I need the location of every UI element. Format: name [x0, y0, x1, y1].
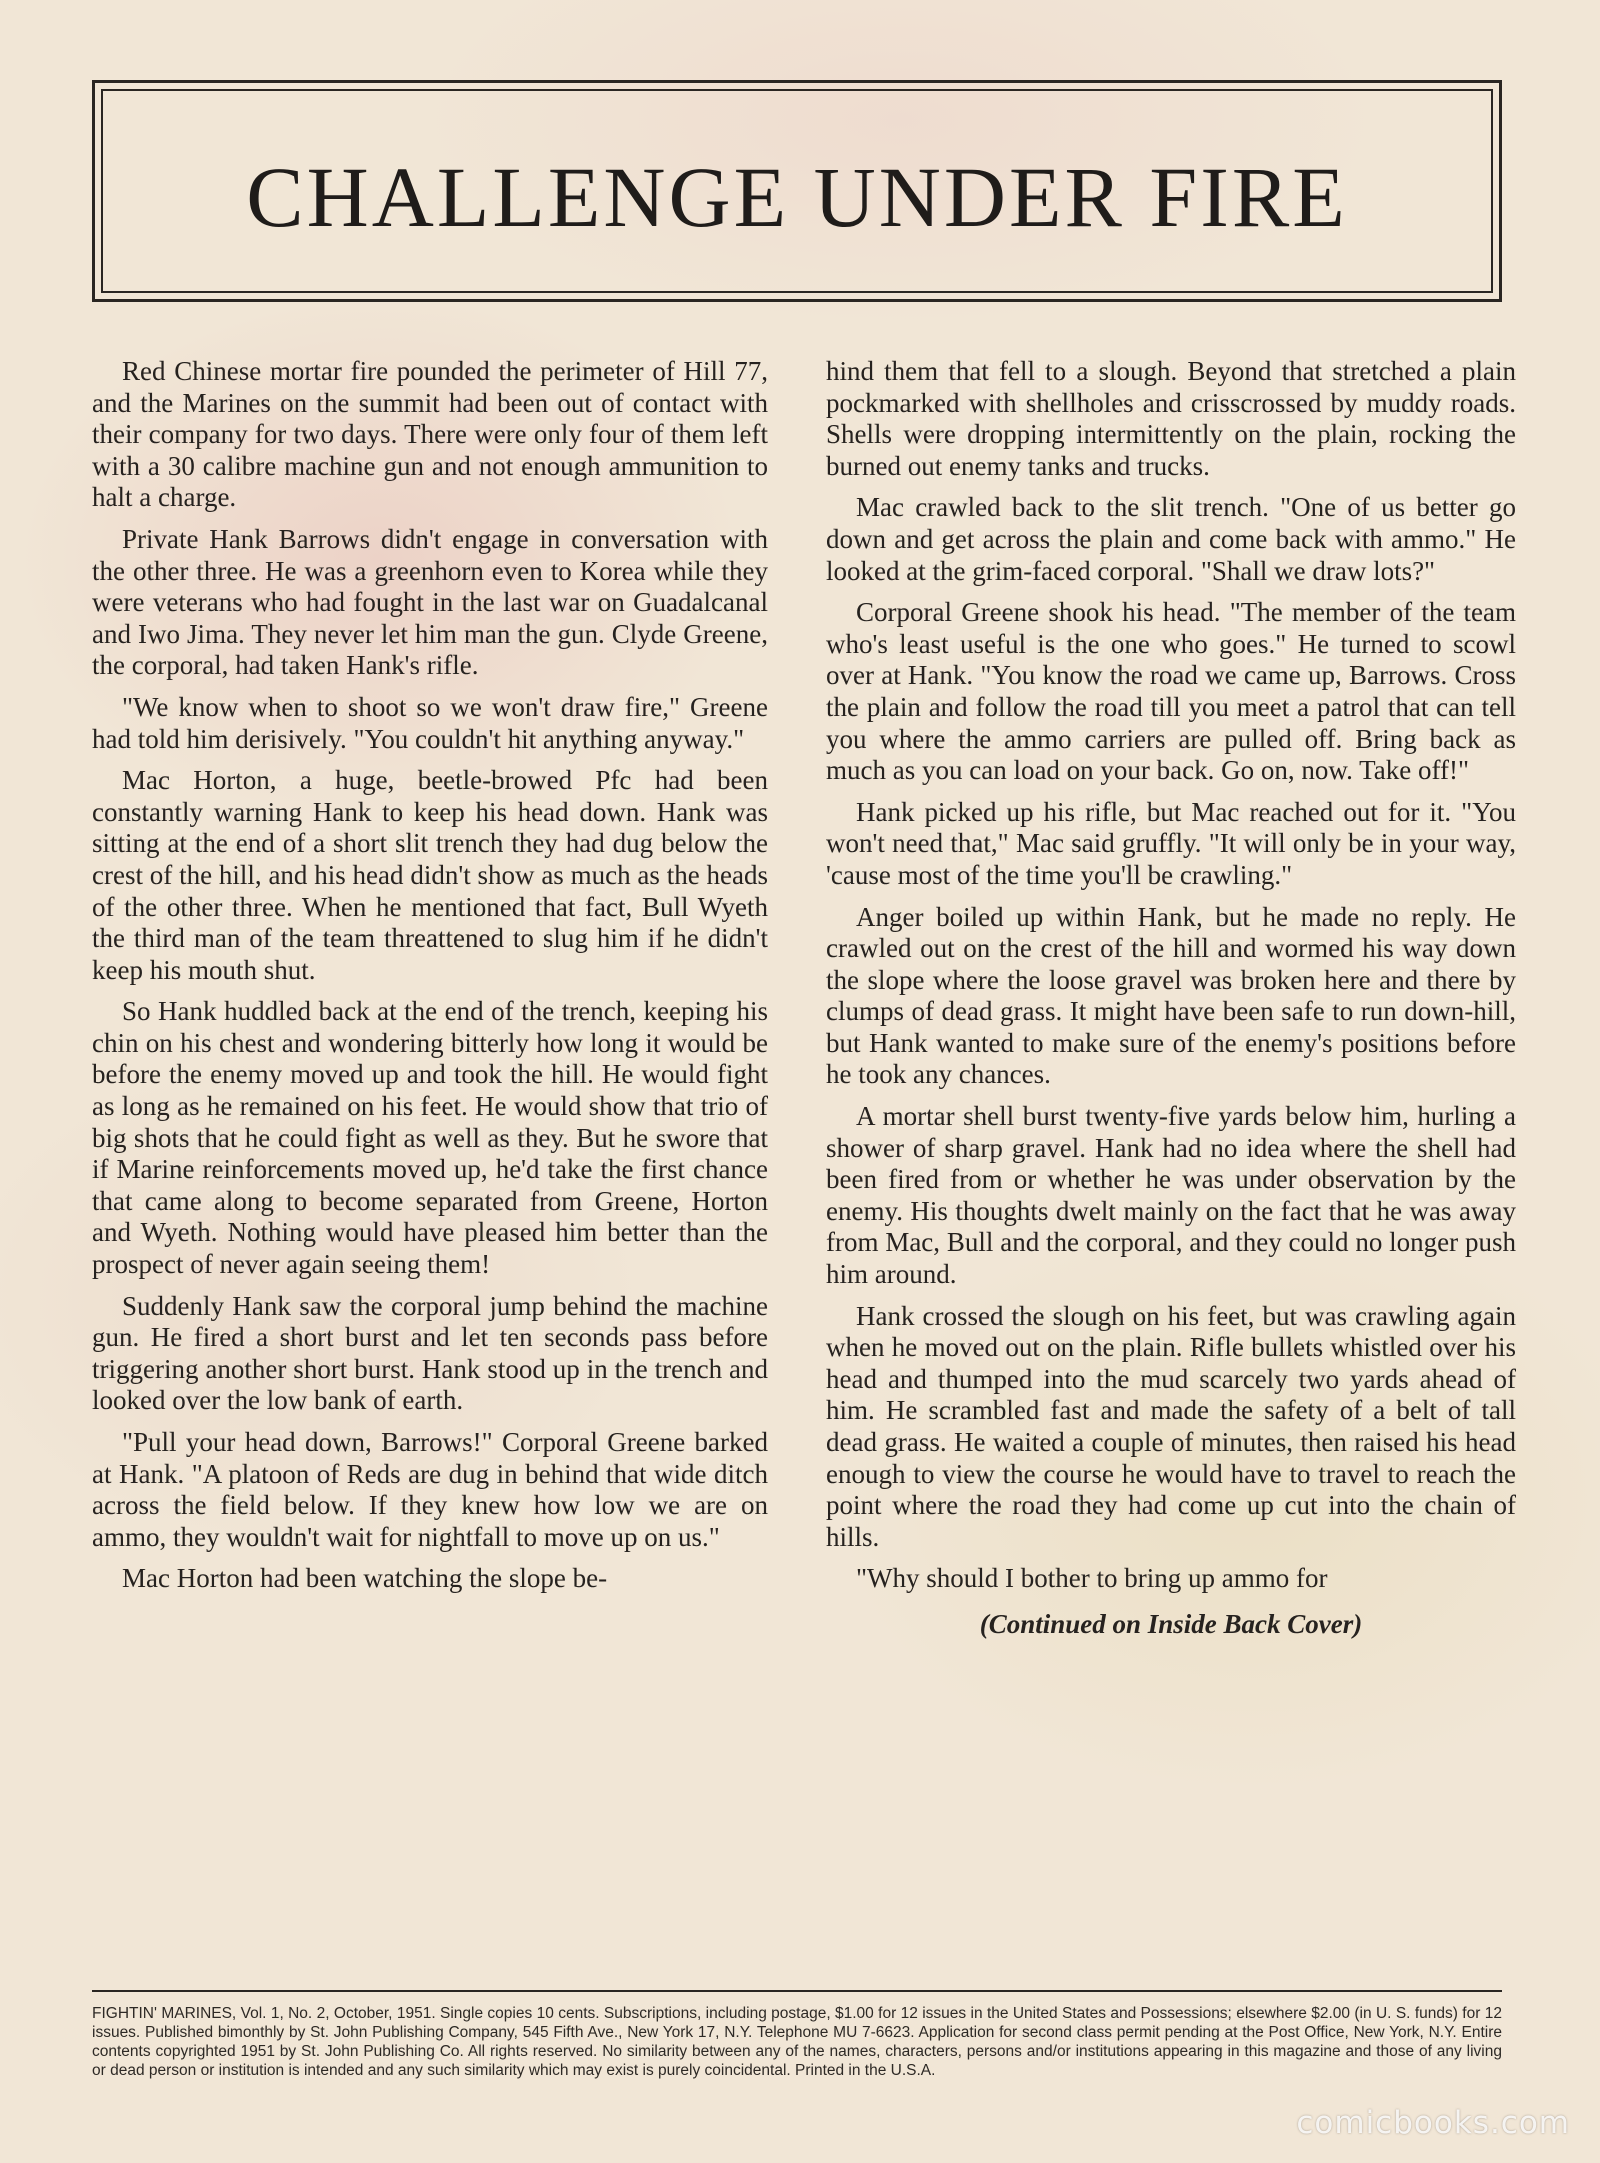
paragraph: Mac crawled back to the slit trench. "One of us better go down and get across the plain and come back with ammo." He looked at the grim-faced corporal. "Shall we draw lots?": [826, 492, 1516, 586]
continued-note: (Continued on Inside Back Cover): [979, 1608, 1363, 1639]
paragraph: So Hank huddled back at the end of the trench, keeping his chin on his chest and wondering bitterly how long it would be before the enemy moved up and took the hill. He would fight as long as he remained on his feet. He would show that trio of big shots that he could fight as well as they. But he swore that if Marine reinforcements moved up, he'd take the first chance that came along to become separated from Greene, Horton and Wyeth. Nothing would have pleased him better than the prospect of never again seeing them!: [92, 996, 768, 1280]
paragraph: hind them that fell to a slough. Beyond that stretched a plain pockmarked with shellholes and crisscrossed by muddy roads. Shells were dropping intermittently on the plain, rocking the burned out enemy tanks and trucks.: [826, 356, 1516, 481]
right-column: [826, 356, 1516, 1641]
paragraph: Suddenly Hank saw the corporal jump behind the machine gun. He fired a short burst and let ten seconds pass before triggering another short burst. Hank stood up in the trench and looked over the low bank of earth.: [92, 1290, 768, 1416]
paragraph: Mac Horton, a huge, beetle-browed Pfc had been constantly warning Hank to keep his head down. Hank was sitting at the end of a short slit trench they had dug below the crest of the hill, and his head didn't show as much as the heads of the other three. When he mentioned that fact, Bull Wyeth the third man of the team threattened to slug him if he didn't keep his mouth shut.: [92, 765, 768, 985]
paragraph: A mortar shell burst twenty-five yards below him, hurling a shower of sharp gravel. Hank had no idea where the shell had been fired from or whether he was under observation by the enemy. His thoughts dwelt mainly on the fact that he was away from Mac, Bull and the corporal, and they could no longer push him around.: [826, 1101, 1516, 1290]
title-box: [92, 80, 1502, 302]
paragraph: Hank picked up his rifle, but Mac reached out for it. "You won't need that," Mac said gruffly. "It will only be in your way, 'cause most of the time you'll be crawling.": [826, 796, 1516, 890]
paragraph: "Pull your head down, Barrows!" Corporal Greene barked at Hank. "A platoon of Reds are dug in behind that wide ditch across the field below. If they knew how low we are on ammo, they wouldn't wait for nightfall to move up on us.": [92, 1427, 768, 1552]
page-title: CHALLENGE UNDER FIRE: [246, 149, 1348, 245]
paragraph: "Why should I bother to bring up ammo for: [856, 1563, 1328, 1594]
left-column: [92, 356, 768, 1605]
watermark: comicbooks.com: [1296, 2105, 1570, 2141]
paragraph: Corporal Greene shook his head. "The member of the team who's least useful is the one who goes." He turned to scowl over at Hank. "You know the road we came up, Barrows. Cross the plain and follow the road till you meet a patrol that can tell you where the ammo carriers are pulled off. Bring back as much as you can load on your back. Go on, now. Take off!": [826, 597, 1516, 786]
paragraph: Hank crossed the slough on his feet, but was crawling again when he moved out on the plain. Rifle bullets whistled over his head and thumped into the mud scarcely two yards ahead of him. He scrambled fast and made the safety of a belt of tall dead grass. He waited a couple of minutes, then raised his head enough to view the course he would have to travel to reach the point where the road they had come up cut into the chain of hills.: [826, 1300, 1516, 1552]
paragraph: Red Chinese mortar fire pounded the perimeter of Hill 77, and the Marines on the summit had been out of contact with their company for two days. There were only four of them left with a 30 calibre machine gun and not enough ammunition to halt a charge.: [92, 356, 768, 513]
paragraph: "We know when to shoot so we won't draw fire," Greene had told him derisively. "You couldn't hit anything anyway.": [92, 691, 768, 754]
publication-notice: FIGHTIN' MARINES, Vol. 1, No. 2, October, 1951. Single copies 10 cents. Subscriptions, including postage, $1.00 for 12 issues in the United States and Possessions; elsewhere $2.00 (in U. S. funds) for 12 issues. Published bimonthly by St. John Publishing Company, 545 Fifth Ave., New York 17, N.Y. Telephone MU 7-6623. Application for second class permit pending at the Post Office, New York, N.Y. Entire contents copyrighted 1951 by St. John Publishing Co. All rights reserved. No similarity between any of the names, characters, persons and/or institutions appearing in this magazine and those of any living or dead person or institution is intended and any such similarity which may exist is purely coincidental. Printed in the U.S.A.: [92, 2005, 1502, 2079]
paragraph: Mac Horton had been watching the slope be-: [122, 1563, 608, 1594]
paragraph: Private Hank Barrows didn't engage in conversation with the other three. He was a greenhorn even to Korea while they were veterans who had fought in the last war on Guadalcanal and Iwo Jima. They never let him man the gun. Clyde Greene, the corporal, had taken Hank's rifle.: [92, 523, 768, 681]
footer-divider: [92, 1990, 1502, 1992]
paragraph: Anger boiled up within Hank, but he made no reply. He crawled out on the crest of the hill and wormed his way down the slope where the loose gravel was broken here and there by clumps of dead grass. It might have been safe to run down-hill, but Hank wanted to make sure of the enemy's positions before he took any chances.: [826, 901, 1516, 1090]
